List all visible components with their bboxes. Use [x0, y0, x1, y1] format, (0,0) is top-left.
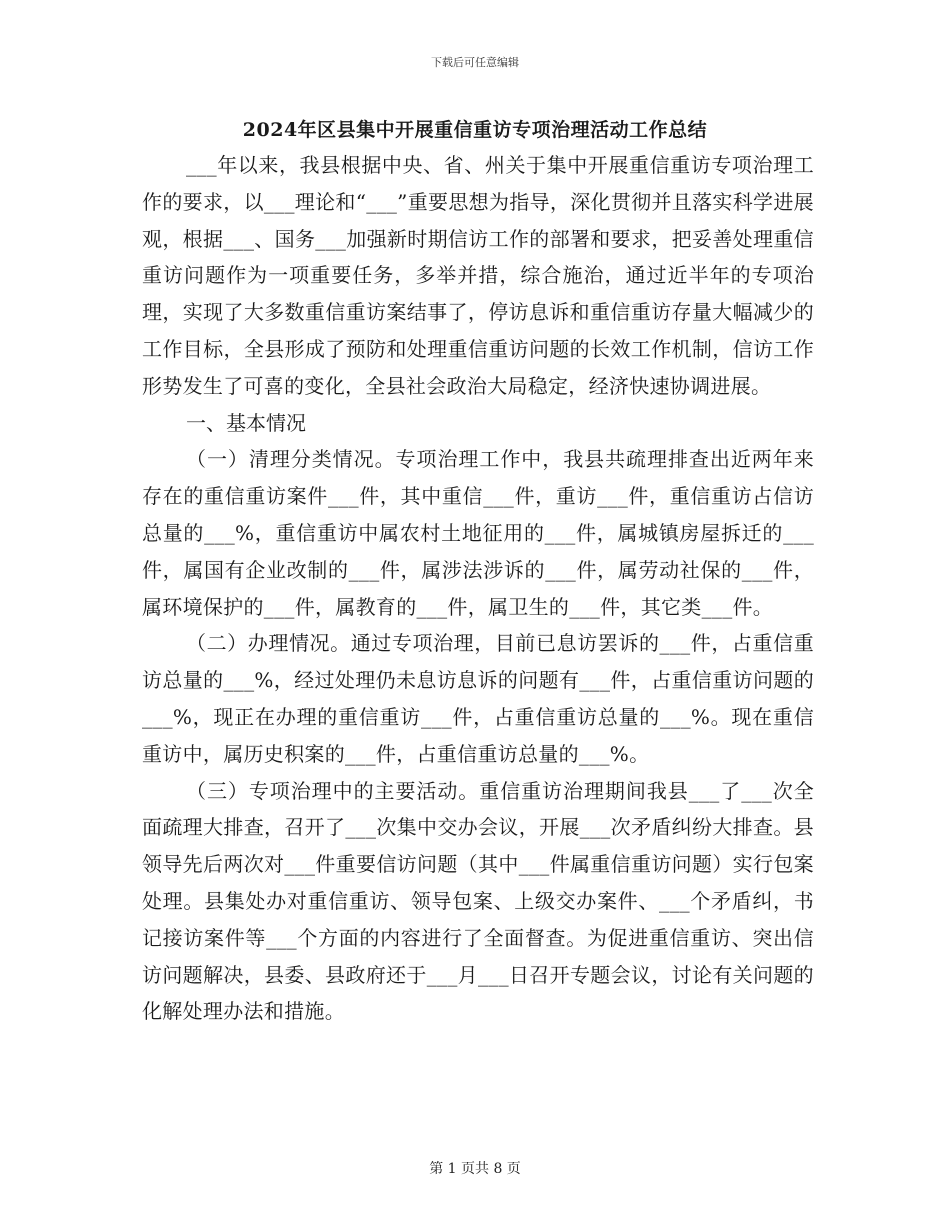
page-number: 第 1 页共 8 页	[429, 1161, 521, 1177]
intro-paragraph: ___年以来，我县根据中央、省、州关于集中开展重信重访专项治理工作的要求，以___理论和“___”重要思想为指导，深化贯彻并且落实科学进展观，根据___、国务___加强新时期信访工作的部署和要求，把妥善处理重信重访问题作为一项重要任务，多举并措，综合施治，通过近半年的专项治理，实现了大多数重信重访案结事了，停访息诉和重信重访存量大幅减少的工作目标，全县形成了预防和处理重信重访问题的长效工作机制，信访工作形势发生了可喜的变化，全县社会政治大局稳定，经济快速协调进展。	[142, 153, 814, 398]
document-body	[142, 147, 814, 1030]
header-note: 下载后可任意编辑	[431, 56, 519, 69]
paragraph-activities: （三）专项治理中的主要活动。重信重访治理期间我县___了___次全面疏理大排查，召开了___次集中交办会议，开展___次矛盾纠纷大排查。县领导先后两次对___件重要信访问题（其中___件属重信重访问题）实行包案处理。县集处办对重信重访、领导包案、上级交办案件、___个矛盾纠，书记接访案件等___个方面的内容进行了全面督查。为促进重信重访、突出信访问题解决，县委、县政府还于___月___日召开专题会议，讨论有关问题的化解处理办法和措施。	[142, 778, 814, 1024]
paragraph-handling: （二）办理情况。通过专项治理，目前已息访罢诉的___件，占重信重访总量的___%，经过处理仍未息访息诉的问题有___件，占重信重访问题的___%，现正在办理的重信重访___件，占重信重访总量的___%。现在重信重访中，属历史积案的___件，占重信重访总量的___%。	[142, 631, 814, 766]
document-title: 2024年区县集中开展重信重访专项治理活动工作总结	[242, 119, 708, 141]
section-heading: 一、基本情况	[186, 410, 306, 435]
paragraph-classification: （一）清理分类情况。专项治理工作中，我县共疏理排查出近两年来存在的重信重访案件___件，其中重信___件，重访___件，重信重访占信访总量的___%，重信重访中属农村土地征用的___件，属城镇房屋拆迁的___件，属国有企业改制的___件，属涉法涉诉的___件，属劳动社保的___件，属环境保护的___件，属教育的___件，属卫生的___件，其它类___件。	[142, 447, 814, 619]
